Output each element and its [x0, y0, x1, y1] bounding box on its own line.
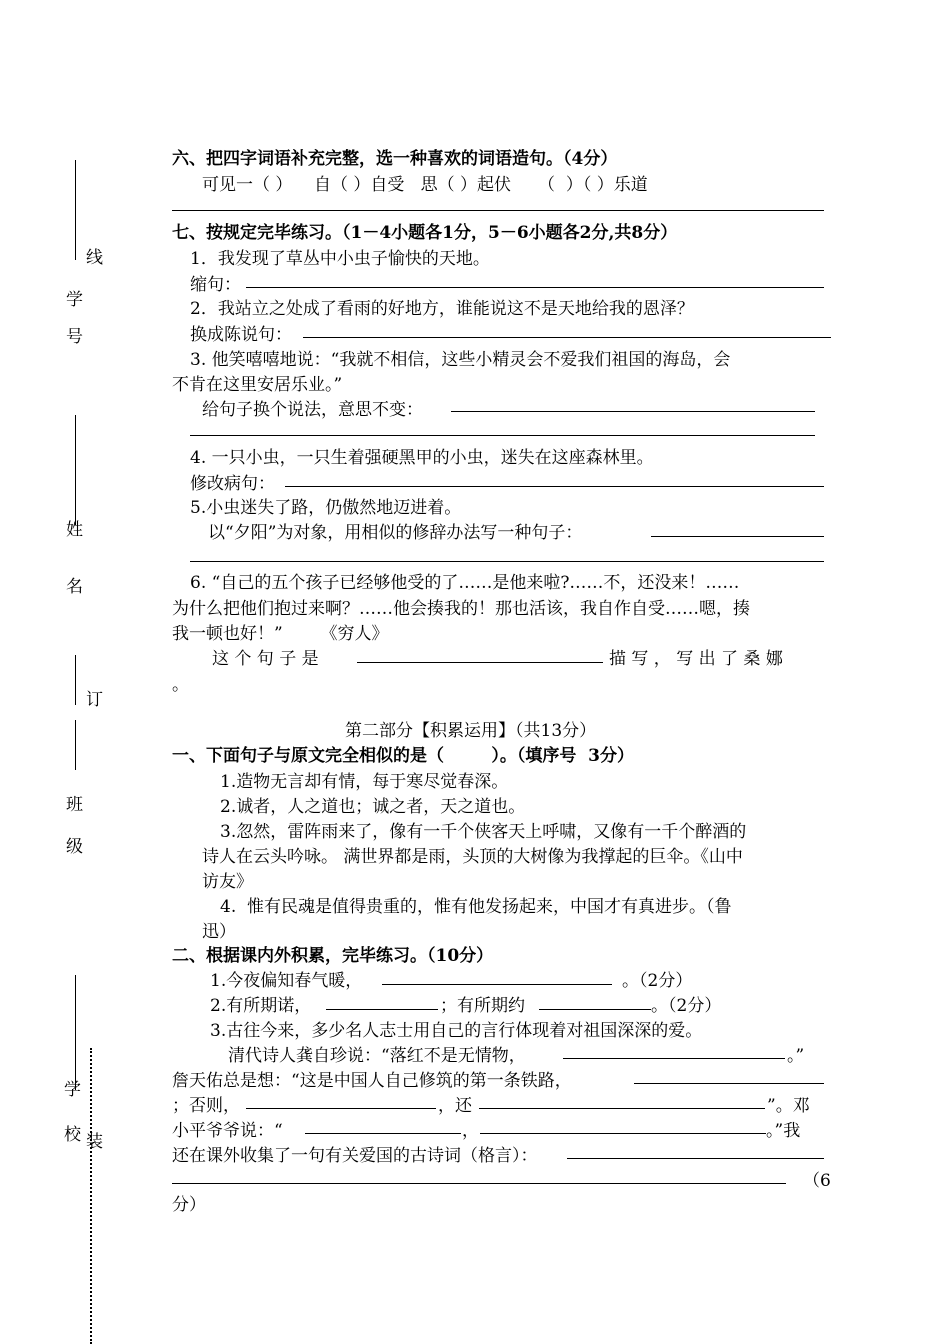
s7-q2: 2．我站立之处成了看雨的好地方，谁能说这不是天地给我的恩泽？	[190, 299, 694, 319]
s6-answer-line	[172, 210, 824, 211]
s7-q2-label: 换成陈说句：	[190, 325, 292, 345]
sidebar-xuehao: 学号	[62, 290, 82, 364]
part2-s2-q3-text: 3.古往今来，多少名人志士用自己的言行体现着对祖国深深的爱。	[210, 1021, 703, 1041]
part2-s2-q2-blank1	[326, 1009, 438, 1010]
part2-s2-q2-blank2	[539, 1009, 651, 1010]
part2-s1-item2: 2.诚者，人之道也；诚之者，天之道也。	[220, 797, 526, 817]
part2-s2-q2-mid: ；有所期约	[440, 996, 525, 1016]
s7-q1: 1．我发现了草丛中小虫子愉快的天地。	[190, 249, 490, 269]
s7-q5: 5.小虫迷失了路，仍傲然地迈进着。	[190, 498, 462, 518]
s6-words: 可见一（ ） 自（ ）自受 思（ ）起伏 （ ）（ ）乐道	[202, 175, 648, 195]
s7-q4: 4. 一只小虫，一只生着强硬黑甲的小虫，迷失在这座森林里。	[190, 448, 654, 468]
part2-s1-item1: 1.造物无言却有情，每于寒尽觉春深。	[220, 772, 509, 792]
s7-q4-label: 修改病句：	[190, 474, 275, 494]
part2-s2-q3-zhan-blank2	[246, 1108, 436, 1109]
s7-q3-answer-line-1	[451, 411, 815, 412]
part2-s2-q3-deng-comma: ，	[462, 1121, 479, 1141]
sidebar-banji: 班级	[62, 795, 82, 879]
s7-q3-answer-line-2	[190, 435, 815, 436]
s7-title: 七、按规定完毕练习。（1－4小题各1分，5－6小题各2分,共8分）	[172, 223, 678, 243]
part2-s2-q3-zhan-fouze: ；否则，	[172, 1096, 240, 1116]
part2-s2-q2-text: 2.有所期诺，	[210, 996, 312, 1016]
s7-q5-answer-line-1	[651, 536, 824, 537]
s7-q6-line3: 我一顿也好！” 《穷人》	[172, 624, 389, 644]
part2-s1-item3-line1: 3.忽然，雷阵雨来了，像有一千个侠客天上呼啸，又像有一千个醉酒的	[220, 822, 747, 842]
s7-q6-prompt-end: 描 写 ， 写 出 了 桑 娜	[609, 649, 783, 669]
xingming-blank-line	[75, 415, 76, 525]
s7-q2-answer-line	[303, 337, 831, 338]
part2-s1-item3-line3: 访友》	[202, 872, 253, 892]
part2-s2-title: 二、根据课内外积累，完毕练习。（10分）	[172, 946, 494, 966]
xuexiao-blank-line	[75, 975, 76, 1090]
sidebar-xuexiao: 学校	[60, 1080, 80, 1170]
s7-q5-label: 以“夕阳”为对象，用相似的修辞办法写一种句子：	[208, 523, 583, 543]
s7-q6-line2: 为什么把他们抱过来啊？……他会揍我的！那也活该，我自作自受……嗯，揍	[172, 599, 750, 619]
s7-q4-answer-line	[285, 486, 824, 487]
part2-s1-item3-line2: 诗人在云头吟咏。 满世界都是雨，头顶的大树像为我撑起的巨伞。《山中	[202, 847, 743, 867]
s7-q6-line1: 6. “自己的五个孩子已经够他受的了……是他来啦?……不，还没来！……	[190, 573, 740, 593]
banji-blank-line-2	[75, 720, 76, 770]
s7-q3-label: 给句子换个说法，意思不变：	[202, 400, 423, 420]
part2-s1-title: 一、下面句子与原文完全相似的是（ ）。（填序号 3分）	[172, 746, 635, 766]
s7-q6-prompt-start: 这 个 句 子 是	[212, 649, 319, 669]
part2-s2-q3-collect-blank1	[567, 1158, 824, 1159]
part2-s2-q1-blank	[382, 984, 612, 985]
part2-s2-q3-gong-end: 。”	[787, 1046, 805, 1066]
part2-s2-q3-score-b: 分）	[172, 1195, 206, 1215]
part2-s2-q3-collect-text: 还在课外收集了一句有关爱国的古诗词（格言）：	[172, 1146, 538, 1166]
s7-q3-line1: 3. 他笑嘻嘻地说：“我就不相信，这些小精灵会不爱我们祖国的海岛，会	[190, 350, 731, 370]
part2-s2-q3-deng-blank1	[305, 1133, 461, 1134]
s7-q5-answer-line-2	[190, 561, 824, 562]
part2-s2-q3-zhan-blank3	[479, 1108, 765, 1109]
s7-q3-line2: 不肯在这里安居乐业。”	[172, 375, 343, 395]
part2-s2-q3-gong-start: 清代诗人龚自珍说：“落红不是无情物，	[228, 1046, 526, 1066]
sidebar-xian: 线	[82, 248, 102, 265]
part2-s2-q3-collect-blank2	[172, 1183, 786, 1184]
part2-s2-q1-text: 1.今夜偏知春气暖，	[210, 971, 363, 991]
s7-q6-period: 。	[172, 675, 189, 695]
part2-s1-item4-line1: 4. 惟有民魂是值得贵重的，惟有他发扬起来，中国才有真进步。（鲁	[220, 897, 732, 917]
part2-s2-q3-deng-blank2	[480, 1133, 766, 1134]
binding-dotted-line	[90, 1048, 92, 1344]
part2-s2-q3-gong-blank	[563, 1058, 785, 1059]
part2-title: 第二部分【积累运用】（共13分）	[345, 721, 597, 741]
part2-s2-q3-deng-start: 小平爷爷说：“	[172, 1121, 283, 1141]
sidebar-zhuang: 装	[82, 1132, 102, 1149]
part2-s2-q3-zhan-end: ”。邓	[767, 1096, 810, 1116]
part2-s2-q3-score-a: （6	[803, 1171, 831, 1191]
part2-s2-q3-zhan-start: 詹天佑总是想：“这是中国人自己修筑的第一条铁路，	[172, 1071, 572, 1091]
part2-s2-q3-zhan-hai: ，还	[438, 1096, 472, 1116]
part2-s1-item4-line2: 迅）	[202, 922, 236, 942]
part2-s2-q3-zhan-blank1	[634, 1083, 824, 1084]
sidebar-xingming: 姓名	[62, 520, 82, 634]
s7-q1-label: 缩句：	[190, 275, 241, 295]
banji-blank-line-1	[75, 655, 76, 705]
part2-s2-q3-deng-end: 。”我	[766, 1121, 801, 1141]
s7-q1-answer-line	[246, 287, 824, 288]
s6-title: 六、把四字词语补充完整，选一种喜欢的词语造句。（4分）	[172, 149, 618, 169]
part2-s2-q2-end: 。（2分）	[651, 996, 722, 1016]
xuehao-blank-line	[75, 160, 76, 260]
sidebar-ding: 订	[82, 690, 102, 707]
part2-s2-q1-end: 。（2分）	[622, 971, 693, 991]
s7-q6-answer-line	[357, 662, 603, 663]
